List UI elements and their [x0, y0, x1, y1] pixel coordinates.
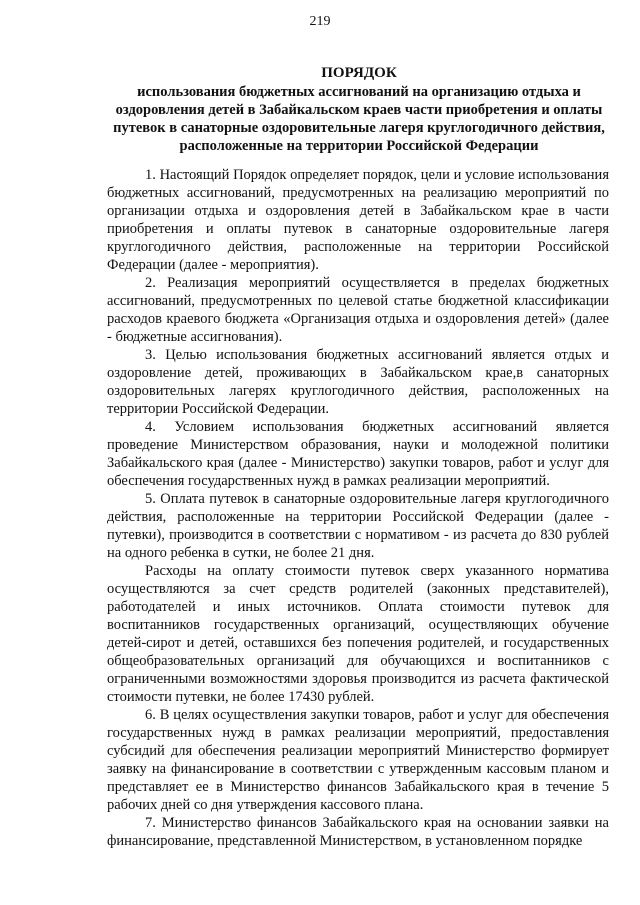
- paragraph-5-continuation: Расходы на оплату стоимости путевок сверх указанного норматива осуществляются за счет средств родителей (законных представителей), работодателей и иных источников. Оплата стоимости путевок для воспитанников государственных организаций, осуществляющих обучение детей-сирот и детей, оставшихся без попечения родителей, и государственных общеобразовательных организаций для обучающихся и воспитанников с ограниченными возможностями здоровья производится из расчета фактической стоимости путевки, не более 17430 рублей.: [107, 563, 609, 705]
- document-title: ПОРЯДОК: [321, 65, 397, 81]
- document-body: [107, 166, 609, 850]
- paragraph-6: 6. В целях осуществления закупки товаров, работ и услуг для обеспечения государственных нужд в рамках реализации мероприятий, предоставления субсидий для обеспечения реализации мероприятий Министерство формирует заявку на финансирование в соответствии с утвержденным кассовым планом и представляет ее в Министерство финансов Забайкальского края в течение 5 рабочих дней со дня утверждения кассового плана.: [107, 707, 609, 813]
- paragraph-5: 5. Оплата путевок в санаторные оздоровительные лагеря круглогодичного действия, расположенные на территории Российской Федерации (далее - путевки), производится в соответствии с нормативом - из расчета до 830 рублей на одного ребенка в сутки, не более 21 дня.: [107, 491, 609, 561]
- paragraph-2: 2. Реализация мероприятий осуществляется в пределах бюджетных ассигнований, предусмотренных по целевой статье бюджетной классификации расходов краевого бюджета «Организация отдыха и оздоровления детей» (далее - бюджетные ассигнования).: [107, 275, 609, 345]
- paragraph-4: 4. Условием использования бюджетных ассигнований является проведение Министерством образования, науки и молодежной политики Забайкальского края (далее - Министерство) закупки товаров, работ и услуг для обеспечения государственных нужд в рамках реализации мероприятий.: [107, 419, 609, 489]
- paragraph-1: 1. Настоящий Порядок определяет порядок, цели и условие использования бюджетных ассигнований, предусмотренных на реализацию мероприятий по организации отдыха и оздоровления детей в Забайкальском крае в части приобретения и оплаты путевок в санаторные оздоровительные лагеря круглогодичного действия, расположенные на территории Российской Федерации (далее - мероприятия).: [107, 167, 609, 273]
- page-number: 219: [309, 14, 331, 29]
- paragraph-3: 3. Целью использования бюджетных ассигнований является отдых и оздоровление детей, проживающих в Забайкальском крае,в санаторных оздоровительных лагерях круглогодичного действия, расположенных на территории Российской Федерации.: [107, 347, 609, 417]
- paragraph-7: 7. Министерство финансов Забайкальского края на основании заявки на финансирование, представленной Министерством, в установленном порядке: [107, 815, 609, 849]
- document-subtitle: использования бюджетных ассигнований на организацию отдыха и оздоровления детей в Забайкальском краев части приобретения и оплаты путевок в санаторные оздоровительные лагеря круглогодичного действия, расположенные на территории Российской Федерации: [113, 84, 605, 154]
- document-title-block: [106, 64, 612, 155]
